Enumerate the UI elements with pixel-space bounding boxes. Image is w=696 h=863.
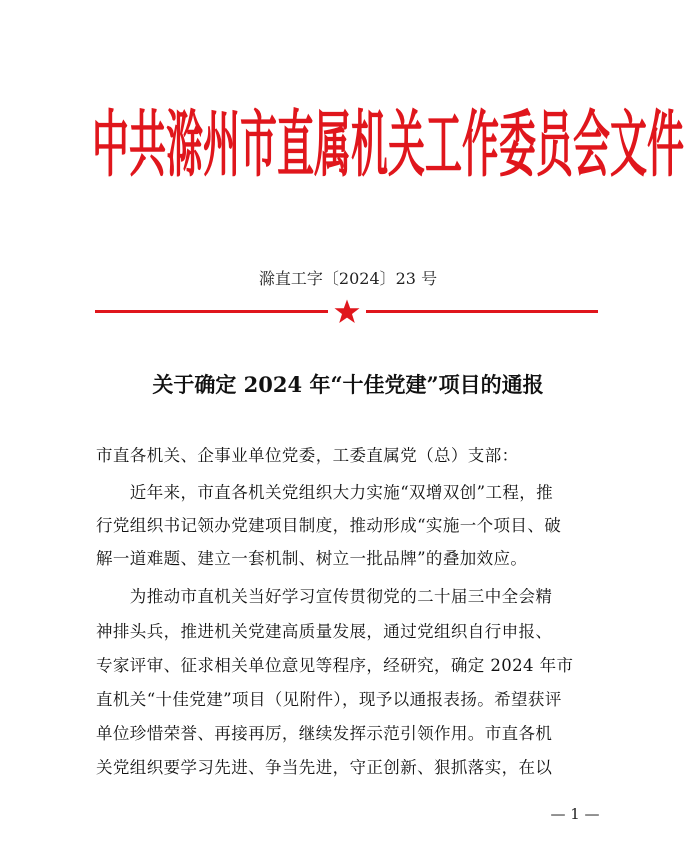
page-number: — 1 — xyxy=(550,805,600,823)
red-separator-line-left xyxy=(95,310,328,313)
document-heading: 关于确定 2024 年“十佳党建”项目的通报 xyxy=(152,372,544,397)
body-line: 为推动市直机关当好学习宣传贯彻党的二十届三中全会精 xyxy=(96,587,553,606)
body-line: 解一道难题、建立一套机制、树立一批品牌”的叠加效应。 xyxy=(96,549,528,568)
body-line: 关党组织要学习先进、争当先进，守正创新、狠抓落实，在以 xyxy=(96,758,553,777)
salutation-line: 市直各机关、企事业单位党委，工委直属党（总）支部： xyxy=(96,446,519,465)
body-line: 直机关“十佳党建”项目（见附件），现予以通报表扬。希望获评 xyxy=(96,690,562,709)
body-line: 近年来，市直各机关党组织大力实施“双增双创”工程，推 xyxy=(96,483,554,502)
body-line: 行党组织书记领办党建项目制度，推动形成“实施一个项目、破 xyxy=(96,516,562,535)
body-line: 专家评审、征求相关单位意见等程序，经研究，确定 2024 年市 xyxy=(96,656,574,675)
red-separator-line-right xyxy=(366,310,598,313)
red-star-icon xyxy=(333,298,361,326)
body-line: 单位珍惜荣誉、再接再厉，继续发挥示范引领作用。市直各机 xyxy=(96,724,553,743)
body-line: 神排头兵，推进机关党建高质量发展，通过党组织自行申报、 xyxy=(96,622,553,641)
document-number: 滁直工字〔2024〕23 号 xyxy=(258,269,438,288)
document-header-title: 中共滁州市直属机关工作委员会文件 xyxy=(92,103,684,187)
